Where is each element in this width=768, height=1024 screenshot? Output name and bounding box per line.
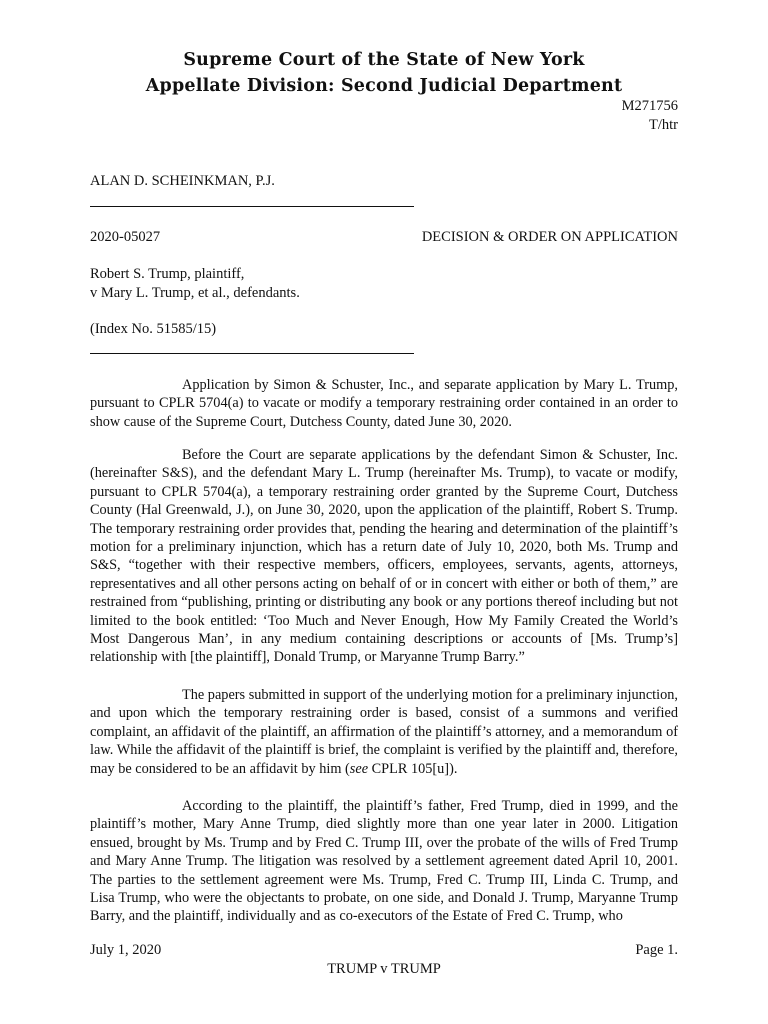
paragraph-2: Before the Court are separate applications by the defendant Simon & Schuster, Inc. (hereinafter S&S), and the defendant Mary L. Trump (hereinafter Ms. Trump), to vacate or modify, pursuant to CPLR 5704(a), a temporary restraining order granted by the Supreme Court, Dutchess County (Hal Greenwald, J.), on June 30, 2020, upon the application of the plaintiff, Robert S. Trump. The temporary restraining order provides that, pending the hearing and determination of the plaintiff’s motion for a preliminary injunction, which has a return date of July 10, 2020, both Ms. Trump and S&S, “together with their respective members, officers, employees, servants, agents, attorneys, representatives and all other persons acting on behalf of or in concert with either or both of them,” are restrained from “publishing, printing or distributing any book or any portions thereof including but not limited to the book entitled: ‘Too Much and Never Enough, How My Family Created the World’s Most Dangerous Man’, in any medium containing descriptions or accounts of [Ms. Trump’s] relationship with [the plaintiff], Donald Trump, or Maryanne Trump Barry.” bbox=[90, 447, 678, 666]
paragraph-4: According to the plaintiff, the plaintiff’s father, Fred Trump, died in 1999, and the plaintiff’s mother, Mary Anne Trump, died slightly more than one year later in 2000. Litigation ensued, brought by Ms. Trump and by Fred C. Trump III, over the probate of the wills of Fred Trump and Mary Anne Trump. The litigation was resolved by a settlement agreement dated April 10, 2001. The parties to the settlement agreement were Ms. Trump, Fred C. Trump III, Linda C. Trump, and Lisa Trump, who were the objectants to probate, on one side, and Donald J. Trump, Maryanne Trump Barry, and the plaintiff, individually and as co-executors of the Estate of Fred C. Trump, who bbox=[90, 798, 678, 925]
divider-bottom bbox=[90, 353, 414, 354]
divider-top bbox=[90, 206, 414, 207]
decision-title: DECISION & ORDER ON APPLICATION bbox=[421, 229, 678, 245]
footer-case-title: TRUMP v TRUMP bbox=[327, 961, 441, 977]
docket-block bbox=[622, 97, 678, 135]
footer-date: July 1, 2020 bbox=[90, 942, 162, 958]
index-number: (Index No. 51585/15) bbox=[90, 321, 217, 337]
paragraph-1: Application by Simon & Schuster, Inc., and separate application by Mary L. Trump, pursuant to CPLR 5704(a) to vacate or modify a temporary restraining order contained in an order to show cause of the Supreme Court, Dutchess County, dated June 30, 2020. bbox=[90, 377, 678, 430]
caption-plaintiff: Robert S. Trump, plaintiff, bbox=[90, 266, 245, 282]
court-name: Supreme Court of the State of New York bbox=[183, 50, 585, 70]
case-number: 2020-05027 bbox=[90, 229, 161, 245]
court-division: Appellate Division: Second Judicial Department bbox=[145, 76, 623, 96]
clerk-code: T/htr bbox=[649, 117, 678, 133]
footer-page-number: Page 1. bbox=[635, 942, 678, 958]
motion-number: M271756 bbox=[621, 98, 678, 114]
paragraph-3-text-a: The papers submitted in support of the underlying motion for a preliminary injunction, and upon which the temporary restraining order is based, consist of a summons and verified complaint, an affidavit of the plaintiff, an affirmation of the plaintiff’s attorney, and a memorandum of law. While the affidavit of the plaintiff is brief, the complaint is verified by the plaintiff and, therefore, may be considered to be an affidavit by him ( bbox=[90, 687, 678, 777]
justice-name: ALAN D. SCHEINKMAN, P.J. bbox=[90, 173, 275, 189]
paragraph-3-signal: see bbox=[349, 760, 369, 777]
paragraph-3 bbox=[90, 686, 678, 778]
paragraph-3-text-b: CPLR 105[u]). bbox=[368, 760, 458, 777]
caption-defendants: v Mary L. Trump, et al., defendants. bbox=[90, 285, 300, 301]
